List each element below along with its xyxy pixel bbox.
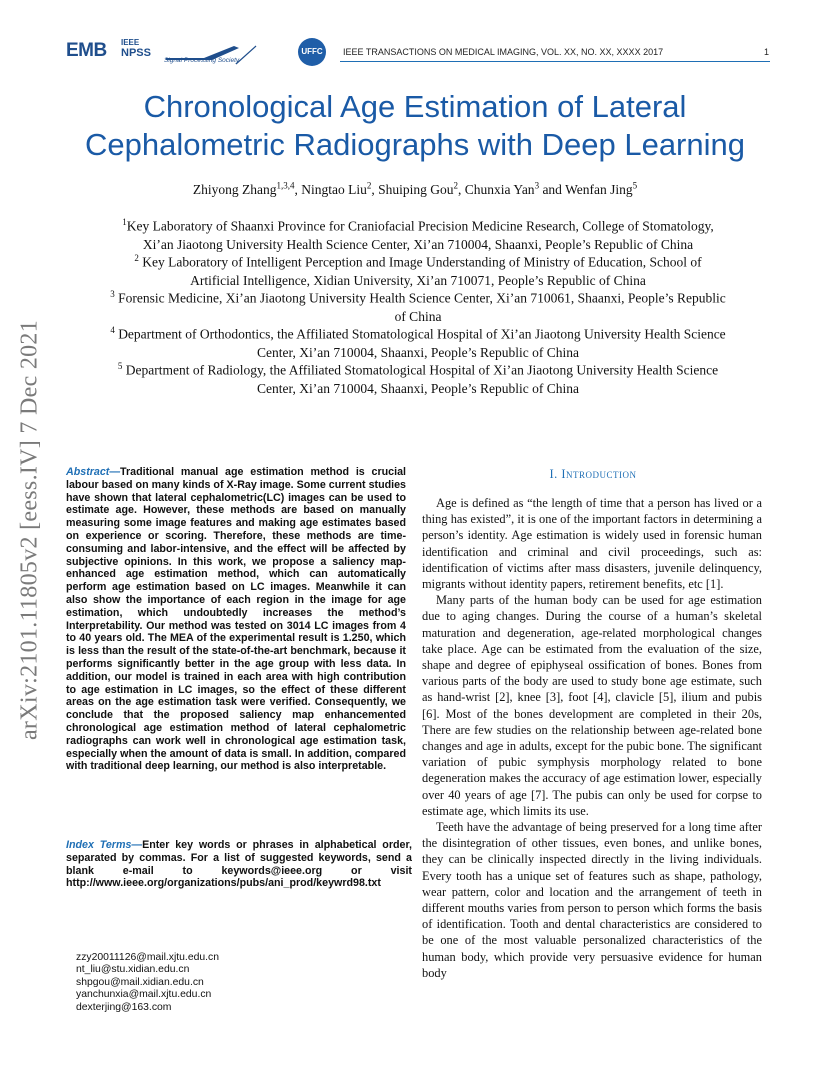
email: dexterjing@163.com (76, 1001, 172, 1013)
introduction-body (422, 495, 762, 981)
affiliation: $^3$ Forensic Medicine, Xi’an Jiaotong University Health Science Center, Xi’an 710061, Shaanxi, People’s Republic of China (110, 289, 726, 324)
affiliation: $^5$ Department of Radiology, the Affiliated Stomatological Hospital of Xi’an Jiaotong University Health Science Center, Xi’an 710004, Shaanxi, People’s Republic of China (117, 361, 719, 396)
affiliation: $^2$ Key Laboratory of Intelligent Perception and Image Understanding of Ministry of Education, School of Artificial Intelligence, Xidian University, Xi’an 710071, People’s Republic of China (134, 253, 702, 288)
affiliation: $^4$ Department of Orthodontics, the Affiliated Stomatological Hospital of Xi’an Jiaotong University Health Science Center, Xi’an 710004, Shaanxi, People’s Republic of China (110, 325, 726, 360)
title-line-2: Cephalometric Radiographs with Deep Learning (85, 127, 745, 162)
author: Zhiyong Zhang$^{1,3,4}$, (192, 180, 302, 197)
running-header: IEEE TRANSACTIONS ON MEDICAL IMAGING, VOL. XX, NO. XX, XXXX 2017 (343, 47, 664, 57)
author: Chunxia Yan$^3$ and (464, 180, 566, 197)
page-number: 1 (764, 47, 770, 57)
paragraph: Teeth have the advantage of being preserved for a long time after the disintegration of other tissues, even bones, and unlike bones, they can be clinically inspected directly in the living individuals. Every tooth has a unique set of features such as shape, pathology, wear pattern, color and location and the arrangement of teeth in different mouths varies from person to person which forms the basis of identification. Tooth and dental characteristics are considered to be one of the most valuable personalized characteristics of the human body, which provide very persuasive evidence for human body (422, 820, 762, 980)
email: yanchunxia@mail.xjtu.edu.cn (76, 989, 212, 1001)
uffc-logo: UFFC (298, 38, 326, 66)
abstract-label: Abstract— (66, 466, 121, 478)
header-rule (340, 61, 770, 62)
npss-logo: IEEE NPSS (121, 38, 151, 59)
author: Ningtao Liu$^2$, (301, 180, 379, 197)
email: shpgou@mail.xidian.edu.cn (76, 976, 204, 988)
author: Wenfan Jing$^5$ (565, 180, 638, 197)
index-terms-text: Enter key words or phrases in alphabetical order, separated by commas. For a list of suggested keywords, send a blank e-mail to keywords@ieee.org or visit http://www.ieee.org/organizations/pubs/ani_prod/keywrd98.txt (66, 839, 412, 890)
paragraph: Age is defined as “the length of time that a person has lived or a thing has existed”, it is one of the important factors in determining a person’s identity. Age estimation is widely used in forensic human identification and criminal and civil proceedings, such as: identification of victims after mass disasters, juvenile delinquency, migrants without identity papers, retirement benefits, etc [1]. (422, 496, 762, 592)
signal-processing-society-logo: Signal Processing Society (164, 44, 264, 66)
paragraph: Many parts of the human body can be used for age estimation due to aging changes. During the course of a human’s skeletal maturation and degeneration, age-related morphological changes take place. Age can be estimated from the evaluation of the size, shape and degree of epiphyseal ossification of bones. Bones from various parts of the body are used to study bone age estimate, such as hand-wrist [2], knee [3], foot [4], clavicle [5], ilium and pubis [6]. Most of the bones development are completed in their 20s, There are few studies on the relationship between age-related bone changes and age in adults, except for the pubic bone. The significant variation of pubic symphysis morphology related to bone degeneration makes the accuracy of age estimation lower, especially over 40 years of age [7]. The pubis can only be used for corpse to estimate age, which limits its use. (422, 593, 762, 818)
author-list (40, 180, 790, 198)
index-terms-label: Index Terms— (66, 839, 143, 851)
index-terms (66, 839, 412, 890)
abstract-text: Traditional manual age estimation method is crucial labour based on many kinds of X-Ray image. Some current studies have shown that lateral cephalometric(LC) images can be used to estimate age. However, these methods are based on manually measuring some image features and making age estimates based on experience or scoring. Therefore, these methods are time-consuming and labor-intensive, and the effect will be affected by subjective opinions. In this work, we propose a saliency map-enhanced age estimation method, which can automatically perform age estimation based on LC images. Meanwhile it can also show the importance of each region in the image for age estimation, which undoubtedly increases the method’s Interpretability. Our method was tested on 3014 LC images from 4 to 40 years old. The MEA of the experimental result is 1.250, which is less than the result of the state-of-the-art benchmark, because it performs significantly better in the age group with less data. In addition, our model is trained in each area with high contribution to age estimation in LC images, so the effect of these different areas on the age estimation task were verified. Consequently, we conclude that the proposed saliency map enhancemented chronological age estimation method of lateral cephalometric radiographs can work well in chronological age estimation task, especially when the amount of data is small. In addition, compared with traditional deep learning, our method is also interpretable. (66, 466, 406, 773)
header-logos (66, 34, 336, 70)
title-line-1: Chronological Age Estimation of Lateral (143, 89, 687, 124)
author-emails (76, 952, 219, 1014)
affiliation: $^1$Key Laboratory of Shaanxi Province for Craniofacial Precision Medicine Research, College of Stomatology, Xi’an Jiaotong University Health Science Center, Xi’an 710004, Shaanxi, People’s Republic of China (122, 217, 714, 252)
arxiv-stamp: arXiv:2101.11805v2 [eess.IV] 7 Dec 2021 (16, 319, 43, 741)
emb-logo: EMB (66, 40, 107, 61)
author: Shuiping Gou$^2$, (378, 180, 465, 197)
abstract (66, 466, 406, 773)
section-heading: I. Introduction (549, 467, 637, 481)
paper-title (40, 88, 790, 164)
email: zzy20011126@mail.xjtu.edu.cn (76, 952, 220, 963)
email: nt_liu@stu.xidian.edu.cn (76, 964, 190, 976)
